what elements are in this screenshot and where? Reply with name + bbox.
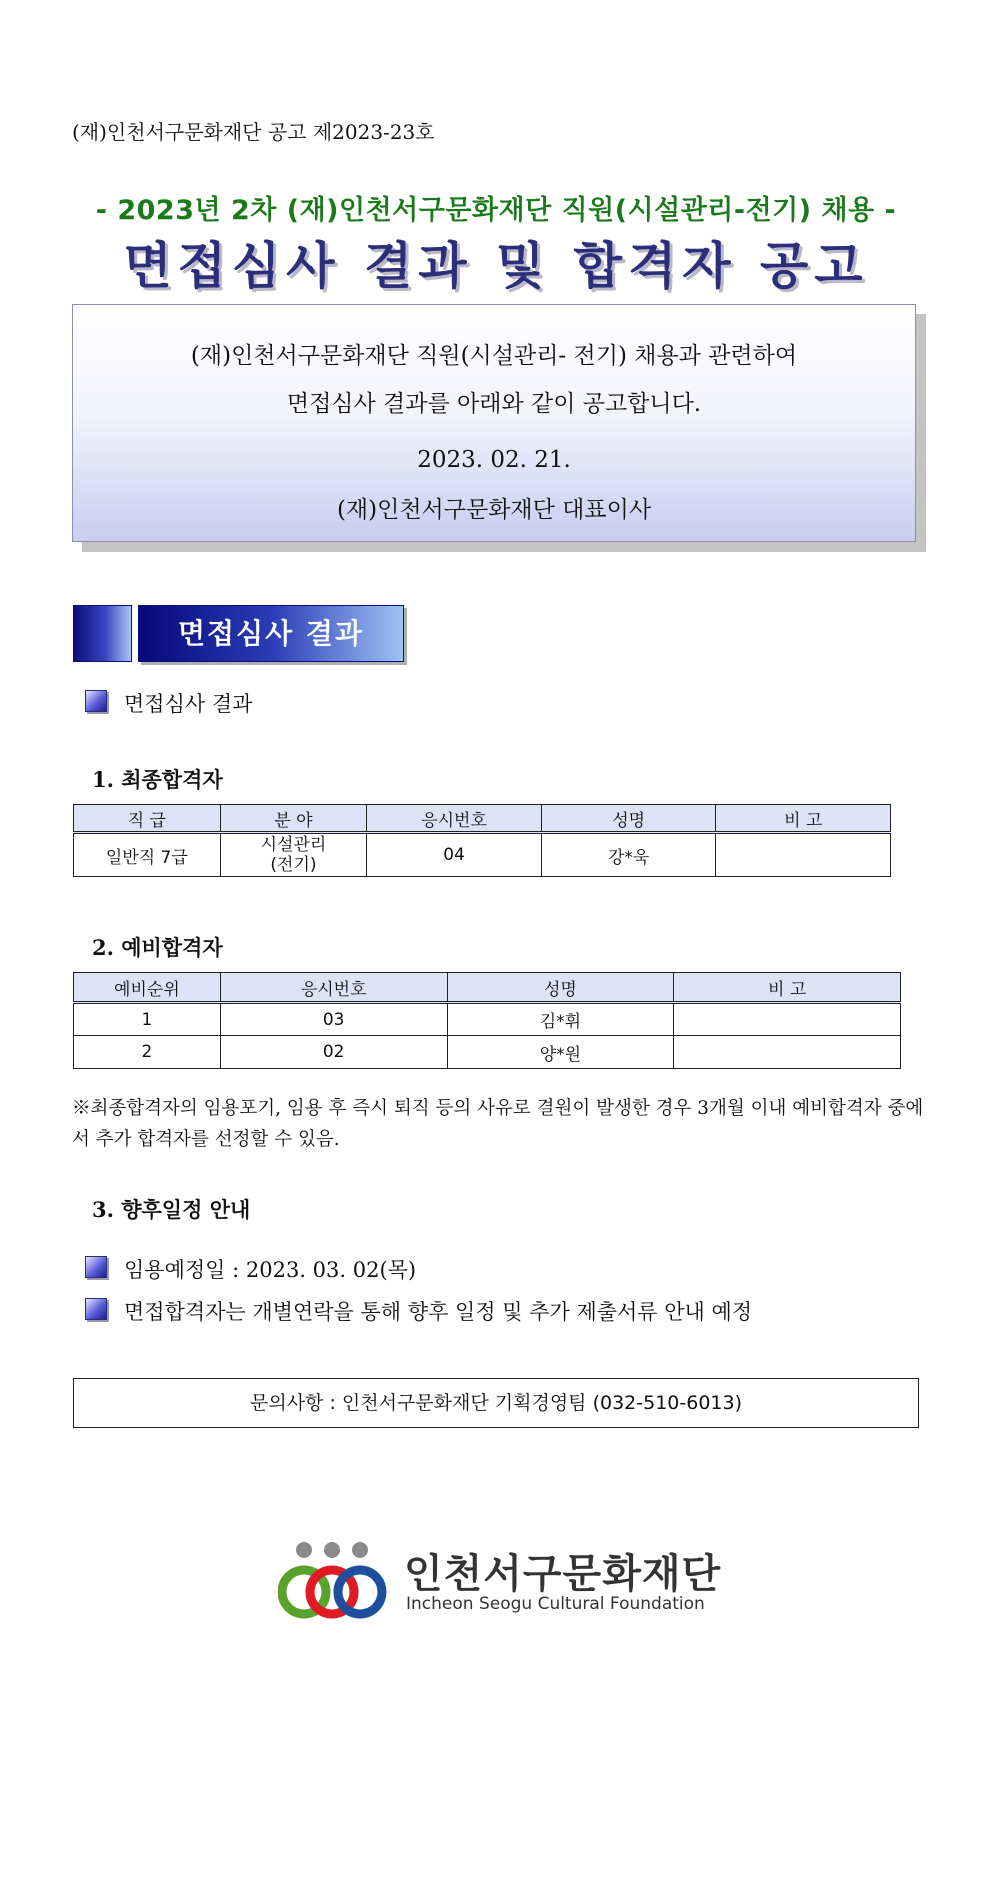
foundation-logo	[278, 1536, 728, 1636]
square-bullet-icon	[85, 1298, 107, 1320]
notice-date: 2023. 02. 21.	[417, 447, 571, 473]
schedule-heading: 3. 향후일정 안내	[92, 1197, 251, 1222]
table-row	[74, 1036, 901, 1069]
contact-box: 문의사항 : 인천서구문화재단 기획경영팀 (032-510-6013)	[73, 1378, 919, 1428]
logo-rings-icon	[278, 1536, 400, 1628]
header-note: 비 고	[716, 805, 891, 833]
notice-line-1: (재)인천서구문화재단 직원(시설관리- 전기) 채용과 관련하여	[190, 343, 798, 369]
cell-field	[220, 833, 367, 877]
logo-korean-name: 인천서구문화재단	[404, 1551, 722, 1597]
table-row	[74, 1003, 901, 1036]
notice-number: (재)인천서구문화재단 공고 제2023-23호	[72, 120, 435, 144]
reserve-footnote: ※최종합격자의 임용포기, 임용 후 즉시 퇴직 등의 사유로 결원이 발생한 경우 3개월 이내 예비합격자 중에서 추가 합격자를 선정할 수 있음.	[72, 1098, 924, 1150]
section-header-decoration	[73, 605, 132, 662]
cell-name: 김*휘	[447, 1003, 674, 1036]
notice-box	[72, 304, 916, 542]
cell-note	[716, 833, 891, 877]
square-bullet-icon	[85, 690, 107, 712]
header-grade: 직 급	[74, 805, 221, 833]
reserve-heading: 2. 예비합격자	[92, 935, 223, 960]
recruitment-subtitle: - 2023년 2차 (재)인천서구문화재단 직원(시설관리-전기) 채용 -	[95, 195, 897, 226]
header-field: 분 야	[220, 805, 367, 833]
section-header-title: 면접심사 결과	[138, 605, 404, 662]
cell-number: 02	[220, 1036, 447, 1069]
header-note: 비 고	[674, 973, 901, 1003]
cell-rank: 1	[74, 1003, 221, 1036]
table-row	[74, 833, 891, 877]
notice-line-2: 면접심사 결과를 아래와 같이 공고합니다.	[286, 391, 702, 417]
cell-field-line1: 시설관리	[260, 835, 327, 855]
final-table	[73, 804, 891, 877]
final-table-header	[74, 805, 891, 833]
notice-issuer: (재)인천서구문화재단 대표이사	[336, 497, 652, 523]
cell-grade: 일반직 7급	[74, 833, 221, 877]
square-bullet-icon	[85, 1256, 107, 1278]
cell-name: 양*원	[447, 1036, 674, 1069]
schedule-item-2: 면접합격자는 개별연락을 통해 향후 일정 및 추가 제출서류 안내 예정	[124, 1300, 753, 1324]
header-name: 성명	[447, 973, 674, 1003]
reserve-table-header	[74, 973, 901, 1003]
final-heading: 1. 최종합격자	[92, 767, 223, 792]
header-name: 성명	[541, 805, 716, 833]
cell-note	[674, 1036, 901, 1069]
schedule-item-1: 임용예정일 : 2023. 03. 02(목)	[124, 1258, 417, 1282]
cell-note	[674, 1003, 901, 1036]
cell-number: 03	[220, 1003, 447, 1036]
header-number: 응시번호	[367, 805, 542, 833]
header-number: 응시번호	[220, 973, 447, 1003]
logo-english-name: Incheon Seogu Cultural Foundation	[406, 1594, 705, 1614]
header-rank: 예비순위	[74, 973, 221, 1003]
cell-number: 04	[367, 833, 542, 877]
section-bullet-text: 면접심사 결과	[124, 692, 253, 716]
reserve-table	[73, 972, 901, 1069]
cell-field-line2: (전기)	[270, 855, 317, 875]
cell-name: 강*욱	[541, 833, 716, 877]
page-title: 면접심사 결과 및 합격자 공고	[123, 237, 869, 295]
cell-rank: 2	[74, 1036, 221, 1069]
